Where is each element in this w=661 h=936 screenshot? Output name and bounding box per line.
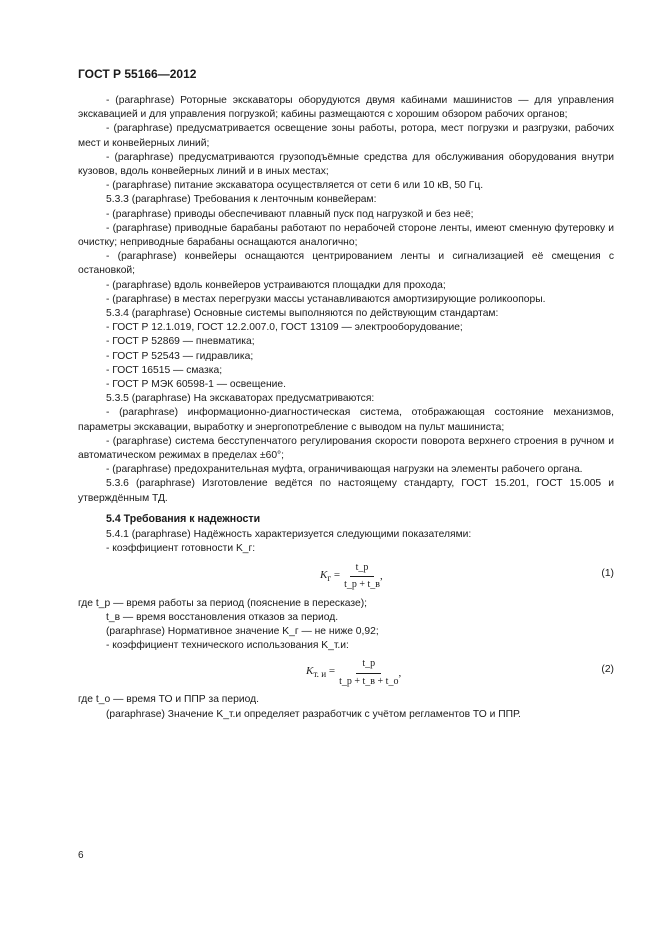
- formula-2-numerator: t_р: [356, 657, 381, 673]
- paragraph: - (paraphrase) приводы обеспечивают плавный пуск под нагрузкой и без неё;: [106, 208, 474, 220]
- paragraph: - (paraphrase) конвейеры оснащаются центрированием ленты и сигнализацией её смещения с остановкой;: [78, 251, 614, 277]
- paragraph: - (paraphrase) предусматривается освещение зоны работы, ротора, мест погрузки и разгрузки, рабочих мест и конвейерных линий;: [78, 123, 614, 149]
- paragraph: t_в — время восстановления отказов за период.: [106, 611, 339, 623]
- paragraph: - (paraphrase) в местах перегрузки массы устанавливаются амортизирующие роликоопоры.: [106, 293, 546, 305]
- paragraph: 5.3.6 (paraphrase) Изготовление ведётся по настоящему стандарту, ГОСТ 15.201, ГОСТ 15.005 и утверждённым ТД.: [78, 478, 614, 504]
- formula-1-denominator: t_р + t_в: [344, 578, 380, 590]
- paragraph: 5.3.3 (paraphrase) Требования к ленточным конвейерам:: [106, 194, 377, 206]
- paragraph: - ГОСТ Р 52869 — пневматика;: [106, 336, 255, 348]
- formula-1: $K_г$ = $\frac{t\_р}{t\_р + t\_в}$ , (1): [78, 557, 614, 597]
- document-body: [78, 94, 614, 722]
- paragraph: - (paraphrase) вдоль конвейеров устраиваются площадки для прохода;: [106, 279, 446, 291]
- equation-number-2: (2): [601, 664, 614, 676]
- formula-2-fraction: [339, 657, 398, 688]
- paragraph: - (paraphrase) приводные барабаны работают по нерабочей стороне ленты, имеют сменную футеровку и очистку; неприводные барабаны оснащаются аналогично;: [78, 222, 614, 249]
- paragraph: 5.3.5 (paraphrase) На экскаваторах предусматриваются:: [106, 393, 375, 405]
- paragraph: - (paraphrase) питание экскаватора осуществляется от сети 6 или 10 кВ, 50 Гц.: [106, 180, 484, 192]
- paragraph: - (paraphrase) информационно-диагностическая система, отображающая состояние механизмов, параметры экскавации, выработку и энергопотребление с выводом на пульт машиниста;: [78, 407, 614, 433]
- paragraph: - (paraphrase) Роторные экскаваторы оборудуются двумя кабинами машинистов — для управления экскавацией и для управления погрузкой; кабины размещаются с хорошим обзором рабочих органов;: [78, 95, 614, 121]
- formula-1-numerator: t_р: [350, 561, 375, 577]
- formula-2-lhs: $K_{т. и}$ =: [306, 665, 336, 680]
- paragraph: - ГОСТ Р 12.1.019, ГОСТ 12.2.007.0, ГОСТ 13109 — электрооборудование;: [106, 322, 463, 334]
- paragraph: (paraphrase) Значение K_т.и определяет разработчик с учётом регламентов ТО и ППР.: [106, 708, 521, 720]
- paragraph: - ГОСТ 16515 — смазка;: [106, 364, 223, 376]
- closing-text: [78, 708, 614, 722]
- paragraph: - ГОСТ Р 52543 — гидравлика;: [106, 350, 254, 362]
- formula-2-legend: где t_о — время ТО и ППР за период.: [78, 694, 259, 706]
- formula-2: $K_{т. и}$ = $\frac{t\_р}{t\_р + t\_в + t\_о}$ , (2): [78, 653, 614, 693]
- paragraph: где t_р — время работы за период (пояснение в пересказе);: [78, 597, 368, 609]
- equation-number-1: (1): [601, 567, 614, 579]
- paragraph: (paraphrase) Нормативное значение K_г — не ниже 0,92;: [106, 625, 379, 637]
- paragraph: - (paraphrase) предусматриваются грузоподъёмные средства для обслуживания оборудования внутри кузовов, вдоль конвейерных линий и в иных местах;: [78, 151, 614, 178]
- paragraph: 5.4.1 (paraphrase) Надёжность характеризуется следующими показателями:: [106, 529, 472, 541]
- section-5-3-text: [78, 94, 614, 506]
- formula-1-fraction: [344, 561, 380, 592]
- paragraph: 5.3.4 (paraphrase) Основные системы выполняются по действующим стандартам:: [106, 308, 499, 320]
- section-5-4-heading: 5.4 Требования к надежности: [106, 512, 261, 525]
- paragraph: - ГОСТ Р МЭК 60598-1 — освещение.: [106, 379, 286, 391]
- paragraph: - коэффициент готовности K_г:: [106, 543, 256, 555]
- formula-1-legend: [78, 597, 614, 625]
- paragraph: - (paraphrase) предохранительная муфта, ограничивающая нагрузки на элементы рабочего органа.: [106, 464, 583, 476]
- paragraph: - (paraphrase) система бесступенчатого регулирования скорости поворота верхнего строения в ручном и автоматическом режимах в пределах ±60°;: [78, 435, 614, 462]
- page-number: 6: [78, 850, 84, 861]
- formula-1-lhs: $K_г$ =: [320, 568, 341, 583]
- formula-2-denominator: t_р + t_в + t_о: [339, 675, 399, 687]
- document-header: ГОСТ Р 55166—2012: [78, 67, 197, 81]
- section-5-4-text: [78, 528, 614, 556]
- paragraph: - коэффициент технического использования K_т.и:: [106, 640, 349, 652]
- coefficient-text: [78, 625, 614, 653]
